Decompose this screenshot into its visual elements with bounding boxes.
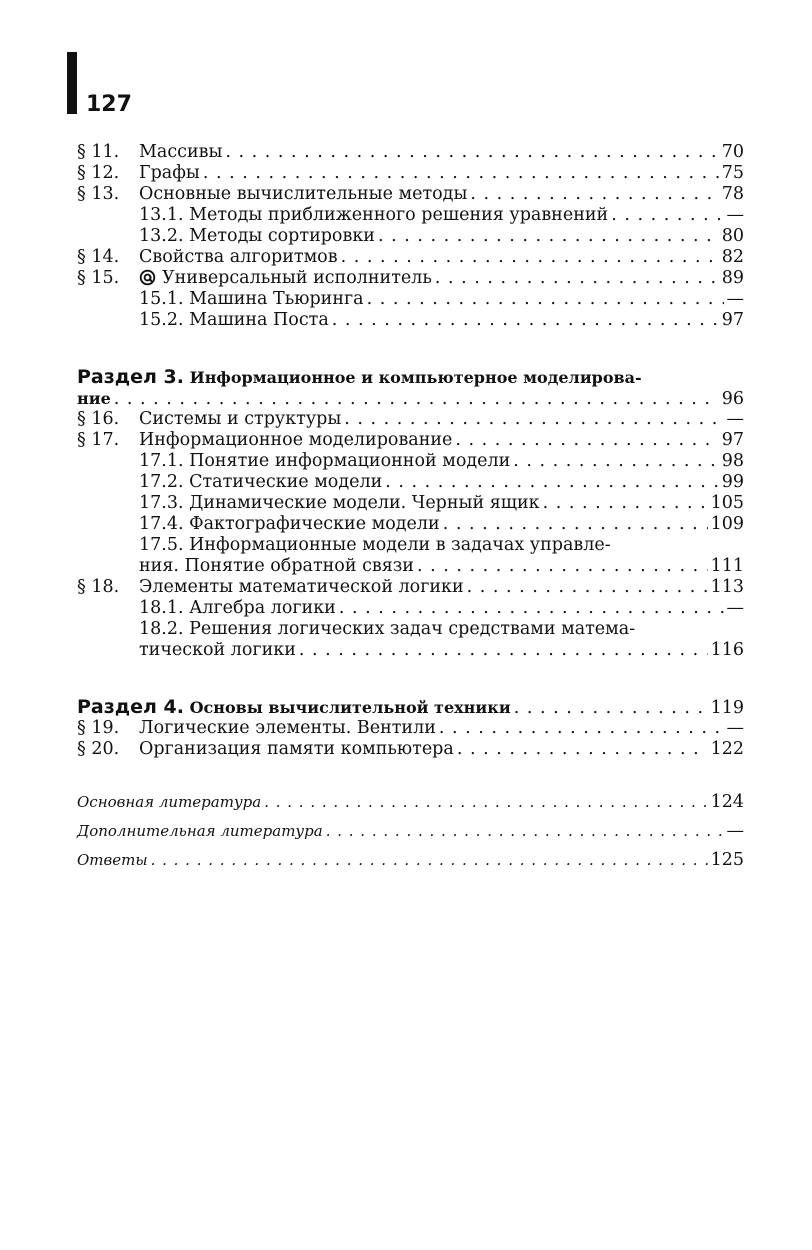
page-ref: 98 <box>721 451 744 471</box>
toc-entry <box>77 409 744 430</box>
dot-leader <box>341 247 719 268</box>
entry-number: § 20. <box>77 739 120 759</box>
toc-subentry <box>77 514 744 535</box>
dot-leader <box>439 718 724 739</box>
entry-number: § 19. <box>77 718 120 738</box>
section-heading-line1 <box>77 367 642 389</box>
entry-title: 17.2. Статические модели <box>139 472 383 492</box>
entry-number: § 16. <box>77 409 120 429</box>
page-ref: 124 <box>710 792 744 812</box>
entry-title: тической логики <box>139 640 296 660</box>
entry-title: Основная литература <box>77 793 262 811</box>
page-ref: — <box>726 409 744 429</box>
toc-entry <box>77 184 744 205</box>
toc-entry <box>77 247 744 268</box>
page-ref: 109 <box>710 514 744 534</box>
page-ref: 119 <box>710 698 744 718</box>
section-4 <box>77 697 744 760</box>
page-ref: 113 <box>710 577 744 597</box>
entry-title: Основные вычислительные методы <box>139 184 468 204</box>
dot-leader <box>203 163 719 184</box>
dot-leader <box>264 788 707 817</box>
entry-title: 13.1. Методы приближенного решения уравнений <box>139 205 609 225</box>
page-ref: 105 <box>710 493 744 513</box>
entry-title: 18.1. Алгебра логики <box>139 598 336 618</box>
toc-subentry <box>77 535 744 556</box>
toc-subentry-cont <box>77 640 744 661</box>
dot-leader <box>326 817 724 846</box>
dot-leader <box>225 142 718 163</box>
entry-title: 15.1. Машина Тьюринга <box>139 289 364 309</box>
dot-leader <box>299 640 708 661</box>
section-title: Информационное и компьютерное моделирова- <box>189 368 642 387</box>
entry-title: Ответы <box>77 851 148 869</box>
toc-subentry <box>77 205 744 226</box>
page-ref: — <box>726 205 744 225</box>
toc-subentry <box>77 451 744 472</box>
toc-entry <box>77 142 744 163</box>
entry-number: § 15. <box>77 268 120 288</box>
section-label: Раздел 3. <box>77 366 184 388</box>
page-ref: 122 <box>710 739 744 759</box>
dot-leader <box>339 598 724 619</box>
page-ref: — <box>726 718 744 738</box>
toc-entry <box>77 718 744 739</box>
entry-title: Организация памяти компьютера <box>139 739 454 759</box>
page-ref: 116 <box>710 640 744 660</box>
dot-leader <box>543 493 708 514</box>
page-ref: 97 <box>721 310 744 330</box>
table-of-contents <box>77 142 744 875</box>
page-ref: 78 <box>721 184 744 204</box>
entry-number: § 12. <box>77 163 120 183</box>
literature-entry <box>77 846 744 875</box>
toc-subentry-cont <box>77 556 744 577</box>
entry-number: § 13. <box>77 184 120 204</box>
page-ref: 111 <box>710 556 744 576</box>
literature-entry <box>77 788 744 817</box>
dot-leader <box>443 514 708 535</box>
section-label: Раздел 4. <box>77 696 184 718</box>
dot-leader <box>385 472 718 493</box>
entry-number: § 11. <box>77 142 120 162</box>
entry-number: § 17. <box>77 430 120 450</box>
dot-leader <box>435 268 719 289</box>
section-title: Основы вычислительной техники <box>189 698 511 717</box>
dot-leader <box>455 430 718 451</box>
dot-leader <box>457 739 708 760</box>
dot-leader <box>114 389 719 410</box>
entry-title: 13.2. Методы сортировки <box>139 226 375 246</box>
toc-subentry <box>77 226 744 247</box>
literature-list <box>77 788 744 875</box>
toc-subentry <box>77 310 744 331</box>
entry-title: 17.5. Информационные модели в задачах управле- <box>139 535 611 555</box>
dot-leader <box>513 451 718 472</box>
entry-title: 17.1. Понятие информационной модели <box>139 451 511 471</box>
dot-leader <box>470 184 718 205</box>
toc-entry <box>77 577 744 598</box>
entry-title: Универсальный исполнитель <box>139 268 432 292</box>
dot-leader <box>417 556 708 577</box>
page-ref: 97 <box>721 430 744 450</box>
literature-entry <box>77 817 744 846</box>
page-number: 127 <box>86 92 132 117</box>
toc-entry <box>77 739 744 760</box>
toc-subentry <box>77 472 744 493</box>
page-ref: — <box>726 821 744 841</box>
page-ref: 99 <box>721 472 744 492</box>
entry-number: § 14. <box>77 247 120 267</box>
page-ref: 80 <box>721 226 744 246</box>
section-title-cont: ние <box>77 389 111 408</box>
toc-entry <box>77 163 744 184</box>
toc-subentry <box>77 619 744 640</box>
page-ref: 96 <box>721 389 744 409</box>
entry-title: Логические элементы. Вентили <box>139 718 436 738</box>
dot-leader <box>332 310 719 331</box>
entry-title: 17.4. Фактографические модели <box>139 514 440 534</box>
entry-title: Массивы <box>139 142 223 162</box>
entry-title: Элементы математической логики <box>139 577 464 597</box>
section-3 <box>77 367 744 661</box>
entry-title: Свойства алгоритмов <box>139 247 338 267</box>
entry-title: Графы <box>139 163 200 183</box>
entry-title: 18.2. Решения логических задач средствами матема- <box>139 619 636 639</box>
entry-number: § 18. <box>77 577 120 597</box>
entry-title: Системы и структуры <box>139 409 342 429</box>
section-heading-cont <box>77 388 744 409</box>
toc-entry <box>77 268 744 289</box>
page-ref: 70 <box>721 142 744 162</box>
entry-title: ния. Понятие обратной связи <box>139 556 414 576</box>
dot-leader <box>467 577 708 598</box>
toc-subentry <box>77 493 744 514</box>
section-3-items <box>77 409 744 661</box>
toc-group-chapter2 <box>77 142 744 331</box>
page-ref: 82 <box>721 247 744 267</box>
section-heading <box>77 697 744 718</box>
entry-title: Информационное моделирование <box>139 430 453 450</box>
page-ref: — <box>726 289 744 309</box>
dot-leader <box>367 289 724 310</box>
entry-title: 17.3. Динамические модели. Черный ящик <box>139 493 540 513</box>
dot-leader <box>611 205 723 226</box>
section-4-items <box>77 718 744 760</box>
dot-leader <box>344 409 723 430</box>
toc-subentry <box>77 598 744 619</box>
toc-subentry <box>77 289 744 310</box>
entry-title: 15.2. Машина Поста <box>139 310 329 330</box>
dot-leader <box>151 846 708 875</box>
header-bar <box>67 52 77 114</box>
dot-leader <box>378 226 719 247</box>
entry-title: Дополнительная литература <box>77 822 323 840</box>
dot-leader <box>514 698 708 719</box>
page-ref: — <box>726 598 744 618</box>
page-ref: 89 <box>721 268 744 288</box>
toc-entry <box>77 430 744 451</box>
page-ref: 75 <box>721 163 744 183</box>
section-heading <box>77 367 744 388</box>
page-ref: 125 <box>710 850 744 870</box>
